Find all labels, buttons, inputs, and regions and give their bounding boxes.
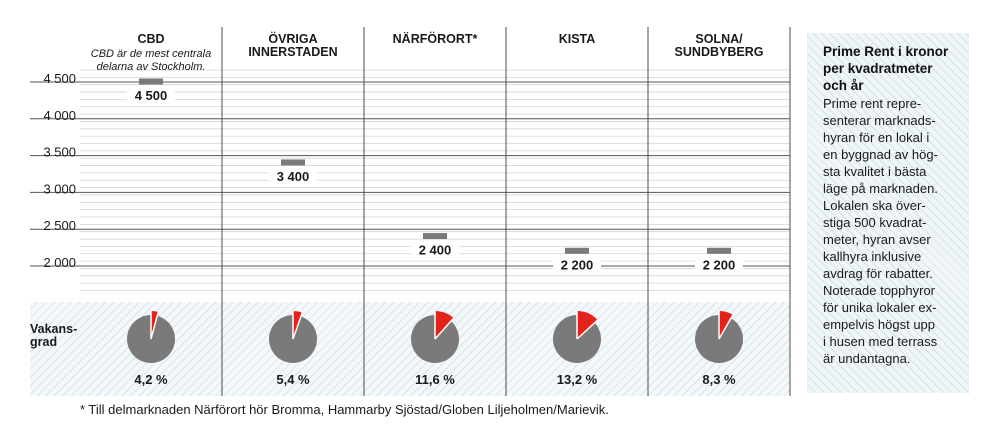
value-label: 2 400: [418, 242, 452, 258]
column-title-line: NÄRFÖRORT*: [392, 32, 478, 46]
y-tick-label: 2 000: [43, 255, 76, 270]
info-text-line: meter, hyran avser: [823, 232, 931, 247]
info-text-line: senterar marknads-: [823, 113, 936, 128]
info-title-line: Prime Rent i kronor: [823, 44, 949, 59]
y-tick-label: 3 500: [43, 144, 76, 160]
vacancy-label-line: grad: [30, 335, 58, 349]
value-marker: [281, 159, 305, 165]
vacancy-value-label: 4,2 %: [134, 372, 168, 387]
info-box-text: [823, 95, 965, 367]
vacancy-value-label: 11,6 %: [415, 372, 455, 387]
prime-rent-info-box: [807, 33, 969, 393]
info-text-line: stiga 500 kvadrat-: [823, 215, 927, 230]
value-label: 2 200: [560, 257, 594, 273]
vacancy-label-line: Vakans-: [30, 322, 78, 336]
vacancy-value-label: 5,4 %: [276, 372, 310, 387]
column-title-line: CBD: [137, 32, 165, 46]
info-text-line: läge på marknaden.: [823, 181, 938, 196]
footnote: * Till delmarknaden Närförort hör Bromma, Hammarby Sjöstad/Globen Liljeholmen/Marievik.: [80, 402, 609, 417]
value-label: 4 500: [134, 88, 168, 103]
info-text-line: sta kvalitet i bästa: [823, 164, 927, 179]
column-subtitle-line: delarna av Stockholm.: [96, 61, 206, 73]
info-text-line: i husen med terrass: [823, 334, 938, 349]
info-text-line: för unika lokaler ex-: [823, 300, 937, 315]
info-text-line: Prime rent repre-: [823, 96, 922, 111]
vacancy-value-label: 13,2 %: [556, 372, 598, 387]
info-title-line: per kvadratmeter: [823, 61, 933, 76]
column-title-line: KISTA: [558, 32, 596, 46]
value-marker: [707, 248, 731, 254]
value-marker: [565, 248, 589, 254]
y-tick-label: 2 500: [43, 218, 76, 234]
info-text-line: kallhyra inklusive: [823, 249, 922, 264]
y-tick-label: 4 000: [43, 107, 76, 123]
vacancy-value-label: 8,3 %: [702, 372, 736, 387]
value-label: 2 200: [702, 257, 736, 273]
info-text-line: en byggnad av hög-: [823, 147, 938, 162]
column-title-line: SUNDBYBERG: [674, 45, 764, 59]
info-text-line: empelvis högst upp: [823, 317, 936, 332]
info-text-line: är undantagna.: [823, 351, 911, 366]
y-tick-label: 4 500: [43, 71, 76, 86]
info-text-line: hyran för en lokal i: [823, 130, 930, 145]
y-tick-label: 3 000: [43, 181, 76, 197]
value-marker: [139, 79, 163, 85]
column-title-line: ÖVRIGA: [268, 32, 318, 46]
value-label: 3 400: [276, 168, 310, 184]
info-text-line: Lokalen ska över-: [823, 198, 926, 213]
value-marker: [423, 233, 447, 239]
info-box-title: [823, 43, 969, 94]
column-title-line: SOLNA/: [695, 32, 743, 46]
info-text-line: Noterade topphyror: [823, 283, 936, 298]
column-subtitle-line: CBD är de mest centrala: [90, 48, 212, 60]
column-title-line: INNERSTADEN: [248, 45, 338, 59]
info-title-line: och år: [823, 78, 864, 93]
info-text-line: avdrag för rabatter.: [823, 266, 933, 281]
